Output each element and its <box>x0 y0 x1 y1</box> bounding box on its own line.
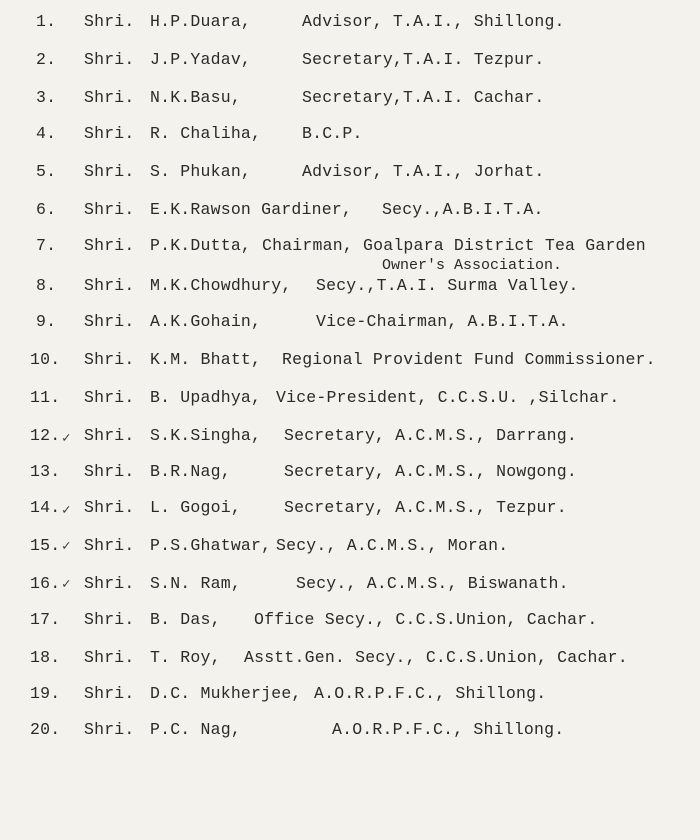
check-mark-icon: ✓ <box>62 503 71 519</box>
entry-number: 5. <box>36 162 57 181</box>
entry-description: Asstt.Gen. Secy., C.C.S.Union, Cachar. <box>244 648 628 667</box>
entry-title: Shri. <box>84 236 135 255</box>
entry-name: S.N. Ram, <box>150 574 241 593</box>
entry-name: B. Upadhya, <box>150 388 262 407</box>
check-mark-icon: ✓ <box>62 431 71 447</box>
entry-description: Office Secy., C.C.S.Union, Cachar. <box>254 610 598 629</box>
entry-name: T. Roy, <box>150 648 221 667</box>
entry-number: 11. <box>30 388 61 407</box>
entry-title: Shri. <box>84 498 135 517</box>
entry-title: Shri. <box>84 388 135 407</box>
entry-title: Shri. <box>84 124 135 143</box>
entry-description: Secy.,A.B.I.T.A. <box>382 200 544 219</box>
entry-name: J.P.Yadav, <box>150 50 252 69</box>
entry-description: A.O.R.P.F.C., Shillong. <box>332 720 565 739</box>
list-item <box>0 610 700 640</box>
list-item <box>0 312 700 342</box>
entry-number: 20. <box>30 720 61 739</box>
entry-number: 6. <box>36 200 57 219</box>
list-item <box>0 498 700 528</box>
list-item <box>0 162 700 192</box>
entry-number: 10. <box>30 350 61 369</box>
entry-number: 7. <box>36 236 57 255</box>
list-item <box>0 200 700 230</box>
entry-number: 2. <box>36 50 57 69</box>
entry-description: Secretary, A.C.M.S., Darrang. <box>284 426 577 445</box>
entry-title: Shri. <box>84 312 135 331</box>
check-mark-icon: ✓ <box>62 539 71 555</box>
entry-title: Shri. <box>84 12 135 31</box>
list-item <box>0 536 700 566</box>
entry-number: 4. <box>36 124 57 143</box>
entry-description: Regional Provident Fund Commissioner. <box>282 350 656 369</box>
entry-number: 17. <box>30 610 61 629</box>
entry-number: 18. <box>30 648 61 667</box>
entry-name: S.K.Singha, <box>150 426 262 445</box>
entry-name: E.K.Rawson Gardiner, <box>150 200 353 219</box>
entry-description: Chairman, Goalpara District Tea Garden <box>262 236 646 255</box>
list-item <box>0 50 700 80</box>
entry-title: Shri. <box>84 536 135 555</box>
list-item <box>0 426 700 456</box>
entry-title: Shri. <box>84 462 135 481</box>
entry-number: 12. <box>30 426 61 445</box>
entry-title: Shri. <box>84 350 135 369</box>
list-item <box>0 720 700 750</box>
entry-name: P.K.Dutta, <box>150 236 252 255</box>
list-item <box>0 462 700 492</box>
list-item <box>0 12 700 42</box>
entry-title: Shri. <box>84 574 135 593</box>
list-item <box>0 388 700 418</box>
entry-number: 15. <box>30 536 61 555</box>
entry-description: Secretary,T.A.I. Tezpur. <box>302 50 545 69</box>
entry-title: Shri. <box>84 50 135 69</box>
entry-description: Vice-President, C.C.S.U. ,Silchar. <box>276 388 620 407</box>
entry-title: Shri. <box>84 426 135 445</box>
entry-number: 13. <box>30 462 61 481</box>
entry-name: S. Phukan, <box>150 162 252 181</box>
check-mark-icon: ✓ <box>62 577 71 593</box>
entry-description: Secretary,T.A.I. Cachar. <box>302 88 545 107</box>
entry-description: Advisor, T.A.I., Jorhat. <box>302 162 545 181</box>
entry-name: D.C. Mukherjee, <box>150 684 302 703</box>
entry-name: B.R.Nag, <box>150 462 231 481</box>
entry-number: 1. <box>36 12 57 31</box>
entry-name: P.C. Nag, <box>150 720 241 739</box>
entry-name: R. Chaliha, <box>150 124 262 143</box>
entry-title: Shri. <box>84 162 135 181</box>
list-item <box>0 276 700 306</box>
entry-title: Shri. <box>84 200 135 219</box>
entry-name: P.S.Ghatwar, <box>150 536 272 555</box>
list-item <box>0 88 700 118</box>
entry-number: 19. <box>30 684 61 703</box>
list-item <box>0 648 700 678</box>
entry-title: Shri. <box>84 684 135 703</box>
entry-description-continued: Owner's Association. <box>382 257 563 274</box>
entry-name: B. Das, <box>150 610 221 629</box>
entry-description: Vice-Chairman, A.B.I.T.A. <box>316 312 569 331</box>
entry-title: Shri. <box>84 720 135 739</box>
entry-description: Secretary, A.C.M.S., Tezpur. <box>284 498 567 517</box>
entry-number: 9. <box>36 312 57 331</box>
entry-name: A.K.Gohain, <box>150 312 262 331</box>
list-item <box>0 350 700 380</box>
entry-title: Shri. <box>84 88 135 107</box>
entry-name: L. Gogoi, <box>150 498 241 517</box>
entry-description: A.O.R.P.F.C., Shillong. <box>314 684 547 703</box>
entry-number: 14. <box>30 498 61 517</box>
entry-title: Shri. <box>84 648 135 667</box>
entry-number: 16. <box>30 574 61 593</box>
entry-description: Secy., A.C.M.S., Biswanath. <box>296 574 569 593</box>
entry-description: Secretary, A.C.M.S., Nowgong. <box>284 462 577 481</box>
entry-name: K.M. Bhatt, <box>150 350 262 369</box>
entry-title: Shri. <box>84 610 135 629</box>
list-item <box>0 236 700 266</box>
entry-description: B.C.P. <box>302 124 363 143</box>
entry-description: Secy.,T.A.I. Surma Valley. <box>316 276 579 295</box>
list-item <box>0 684 700 714</box>
entry-description: Advisor, T.A.I., Shillong. <box>302 12 565 31</box>
entry-number: 3. <box>36 88 57 107</box>
entry-name: H.P.Duara, <box>150 12 252 31</box>
list-item <box>0 574 700 604</box>
entry-name: M.K.Chowdhury, <box>150 276 292 295</box>
list-item <box>0 124 700 154</box>
entry-number: 8. <box>36 276 57 295</box>
entry-title: Shri. <box>84 276 135 295</box>
entry-description: Secy., A.C.M.S., Moran. <box>276 536 509 555</box>
entry-name: N.K.Basu, <box>150 88 241 107</box>
